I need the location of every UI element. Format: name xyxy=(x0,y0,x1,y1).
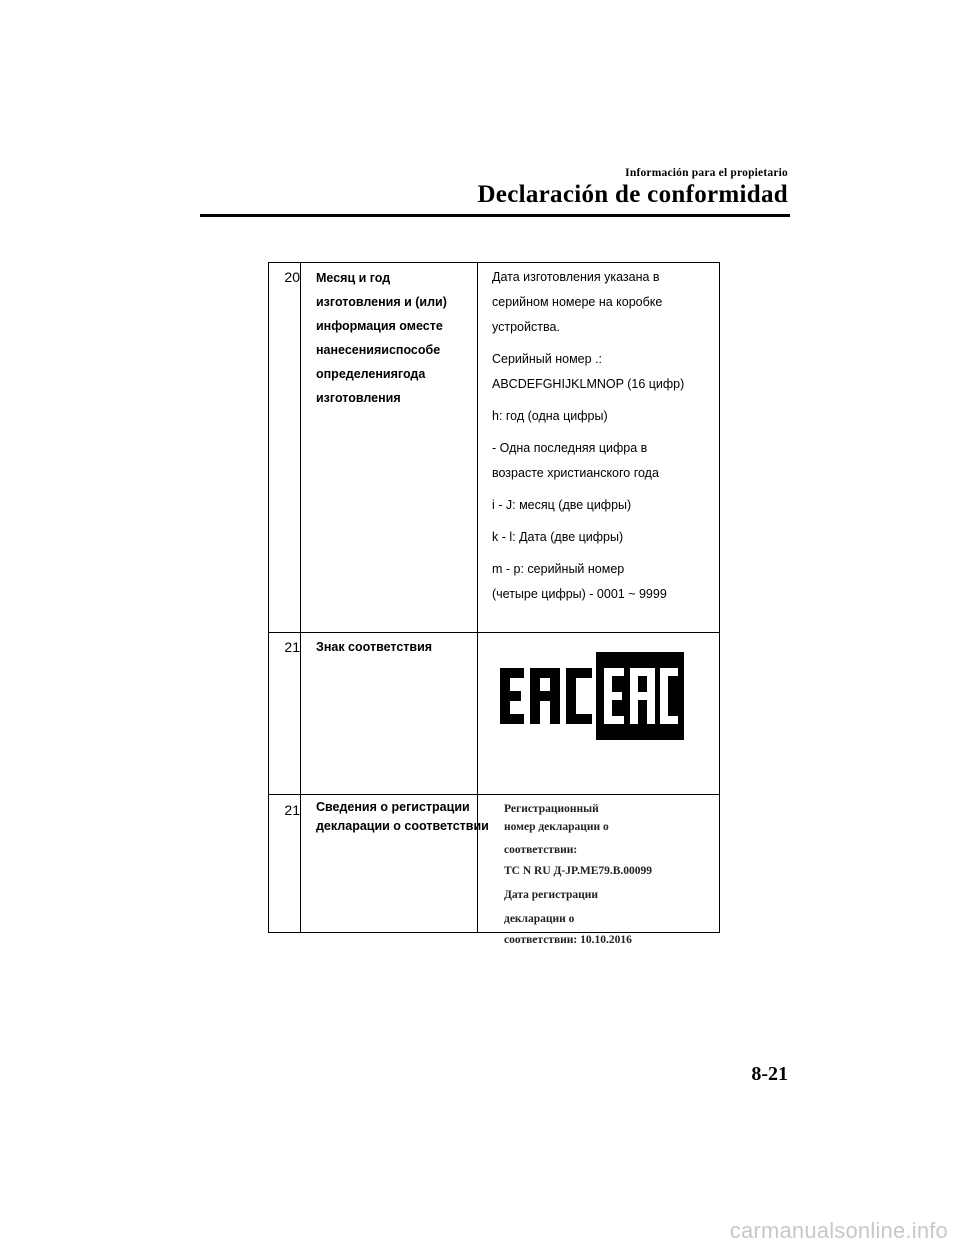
table-border-left xyxy=(268,262,269,933)
registration-line: Дата регистрации xyxy=(504,889,599,901)
label-line: изготовления и (или) xyxy=(316,295,447,309)
row-label xyxy=(316,266,481,410)
label-line: декларации о соответствии xyxy=(316,819,489,833)
description-line: m - p: серийный номер xyxy=(492,562,625,576)
row-number: 21 xyxy=(284,639,300,655)
table-row-divider xyxy=(268,794,720,795)
registration-number: ТС N RU Д-JP.ME79.B.00099 xyxy=(504,865,653,877)
label-line: Месяц и год xyxy=(316,271,391,285)
table-row-divider xyxy=(268,632,720,633)
registration-date: соответствии: 10.10.2016 xyxy=(504,934,632,946)
description-line: h: год (одна цифры) xyxy=(492,409,608,423)
description-line: возрасте христианского года xyxy=(492,466,659,480)
page-number: 8-21 xyxy=(751,1063,788,1085)
page-title: Declaración de conformidad xyxy=(477,181,788,208)
table-border-right xyxy=(719,262,720,933)
row-number: 20 xyxy=(284,269,300,285)
row-description xyxy=(492,265,718,607)
section-label: Información para el propietario xyxy=(625,167,788,179)
row-label xyxy=(316,798,489,836)
description-line: Дата изготовления указана в xyxy=(492,270,660,284)
table-divider-number xyxy=(300,262,301,933)
description-line: i - J: месяц (две цифры) xyxy=(492,498,632,512)
description-line: устройства. xyxy=(492,320,560,334)
eac-logo-plain xyxy=(500,668,592,724)
declaration-table xyxy=(268,262,720,946)
table-border-top xyxy=(268,262,720,263)
label-line: нанесенияиспособе xyxy=(316,343,441,357)
header-divider xyxy=(200,214,790,217)
registration-line: соответствии: xyxy=(504,844,578,856)
description-line: (четыре цифры) - 0001 ~ 9999 xyxy=(492,587,667,601)
eac-conformity-mark xyxy=(498,646,688,746)
label-line: определениягода xyxy=(316,367,426,381)
eac-logo-boxed xyxy=(596,652,684,740)
label-line: изготовления xyxy=(316,391,401,405)
registration-line: Регистрационный xyxy=(504,803,599,815)
description-line: Серийный номер .: xyxy=(492,352,603,366)
description-line: - Одна последняя цифра в xyxy=(492,441,648,455)
description-line: серийном номере на коробке xyxy=(492,295,663,309)
description-line: k - l: Дата (две цифры) xyxy=(492,530,624,544)
registration-line: декларации о xyxy=(504,913,575,925)
row-number: 21 xyxy=(284,802,300,818)
label-line: информация оместе xyxy=(316,319,443,333)
registration-details xyxy=(504,800,719,950)
registration-line: номер декларации о xyxy=(504,821,609,833)
label-line: Сведения о регистрации xyxy=(316,800,470,814)
description-line: ABCDEFGHIJKLMNOP (16 цифр) xyxy=(492,377,685,391)
row-label xyxy=(316,635,481,659)
site-watermark: carmanualsonline.info xyxy=(729,1218,948,1243)
label-line: Знак соответствия xyxy=(316,640,433,654)
